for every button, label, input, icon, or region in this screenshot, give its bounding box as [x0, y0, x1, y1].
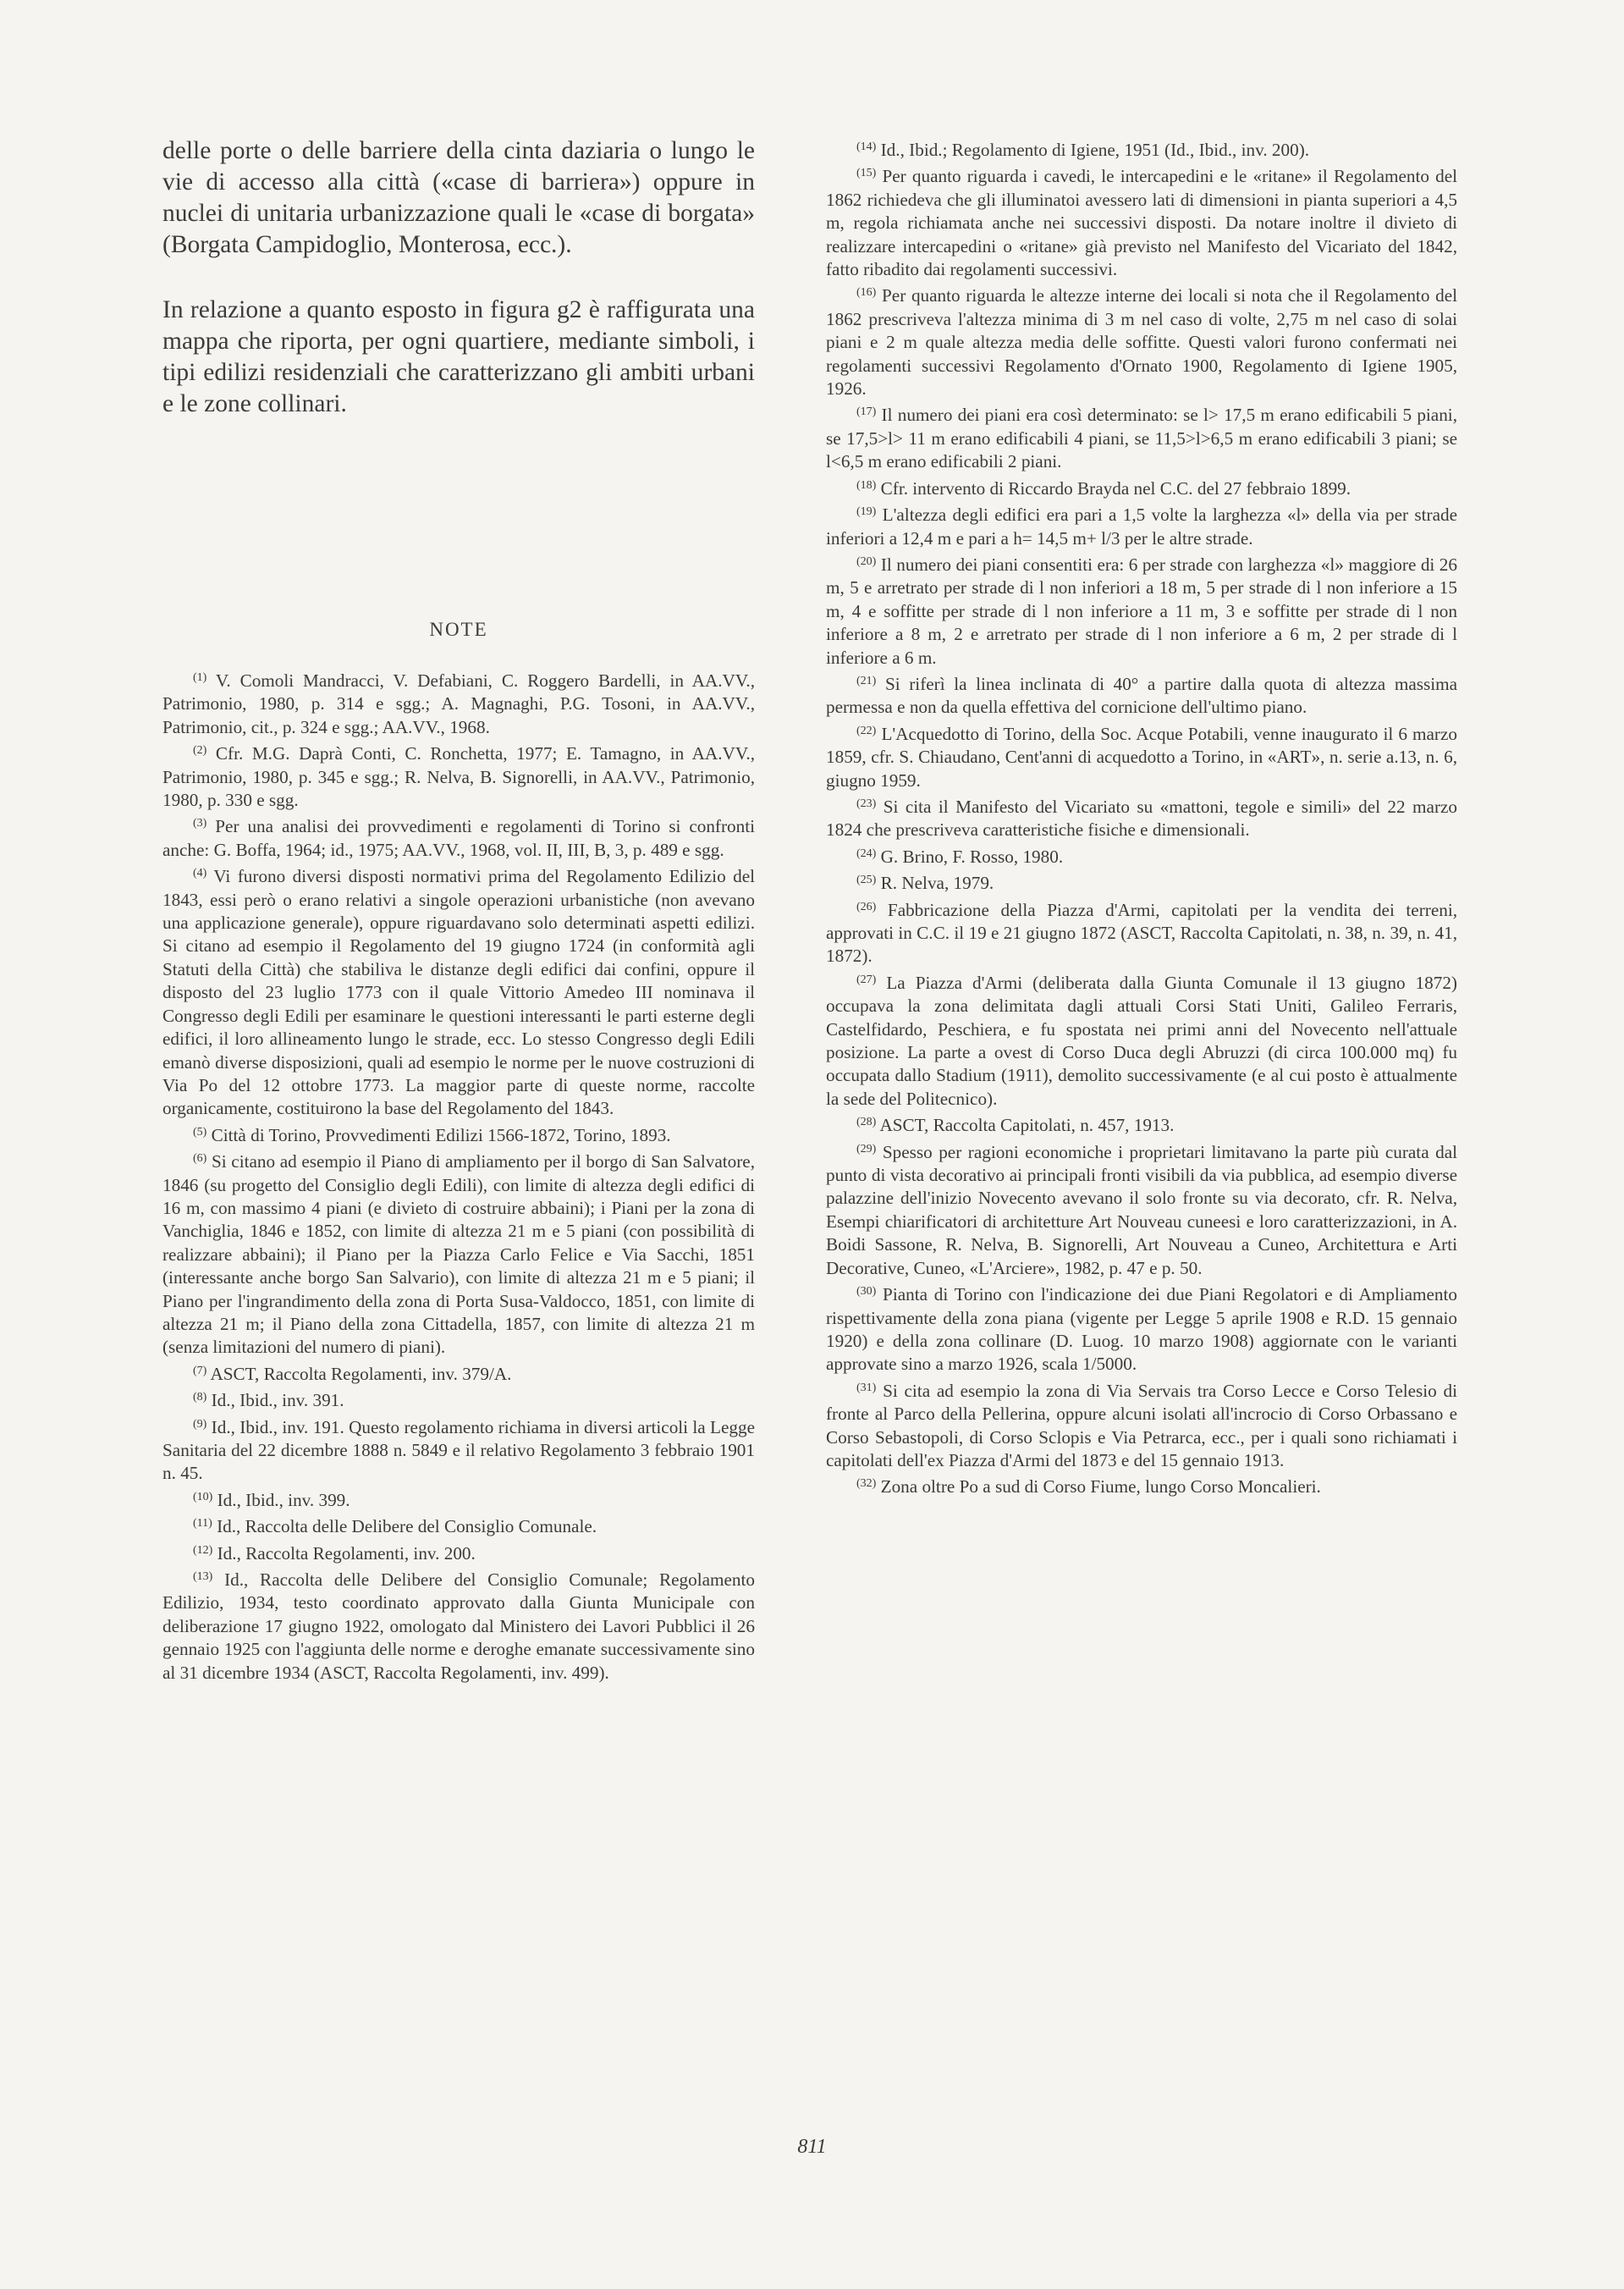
footnote-number: (32) — [856, 1477, 877, 1491]
footnote-number: (8) — [193, 1391, 207, 1404]
footnote — [162, 1565, 755, 1685]
footnote — [826, 162, 1457, 281]
footnote-text: Pianta di Torino con l'indicazione dei due Piani Regolatori e di Ampliamento rispettivamente della zona piana (vigente per Legge 5 aprile 1908 e R.D. 15 gennaio 1920) e della zona collinare (D. Luog. 10 marzo 1908) aggiornate con le varianti approvate sino a marzo 1926, scala 1/5000. — [826, 1284, 1457, 1375]
footnote-text: L'Acquedotto di Torino, della Soc. Acque Potabili, venne inaugurato il 6 marzo 1859, cfr. S. Chiaudano, Cent'anni di acquedotto a Torino, in «ART», n. serie a.13, n. 6, giugno 1959. — [826, 723, 1457, 791]
footnote — [162, 812, 755, 862]
footnote-number: (15) — [856, 167, 877, 180]
footnote — [826, 896, 1457, 968]
footnote-number: (5) — [193, 1125, 207, 1139]
footnote-text: Il numero dei piani era così determinato: se l> 17,5 m erano edificabili 5 piani, se 17,5>l> 11 m erano edificabili 4 piani, se 11,5>l>6,5 m erano edificabili 3 piani; se l<6,5 m erano edificabili 2 piani. — [826, 405, 1457, 472]
footnote — [826, 1376, 1457, 1473]
footnote-text: R. Nelva, 1979. — [876, 873, 994, 894]
footnote-number: (30) — [856, 1285, 877, 1299]
footnote — [162, 1512, 755, 1538]
footnote — [162, 1539, 755, 1565]
footnote-number: (14) — [856, 141, 877, 153]
footnote-number: (12) — [193, 1543, 213, 1557]
footnote-text: ASCT, Raccolta Regolamenti, inv. 379/A. — [206, 1363, 512, 1384]
footnote — [162, 1121, 755, 1147]
footnote-text: Si cita ad esempio la zona di Via Servais tra Corso Lecce e Corso Telesio di fronte al Parco della Pellerina, oppure alcuni isolati all'incrocio di Corso Orbassano e Corso Sebastopoli, di Corso Sclopis e Via Petrarca, ecc., per i quali sono richiamati i capitolati dell'ex Piazza d'Armi del 1873 e del 15 gennaio 1913. — [826, 1380, 1457, 1470]
footnote-number: (22) — [856, 724, 877, 737]
footnote-number: (13) — [193, 1570, 213, 1584]
footnote-text: ASCT, Raccolta Capitolati, n. 457, 1913. — [876, 1115, 1175, 1136]
footnote-text: Si cita il Manifesto del Vicariato su «mattoni, tegole e simili» del 22 marzo 1824 che prescriveva caratteristiche fisiche e dimensionali. — [826, 796, 1457, 841]
footnote — [826, 281, 1457, 400]
footnote-number: (17) — [856, 405, 877, 419]
footnote — [162, 1147, 755, 1360]
footnote-text: Id., Ibid., inv. 391. — [206, 1390, 344, 1411]
footnote — [826, 670, 1457, 720]
footnote-text: Per una analisi dei provvedimenti e regolamenti di Torino si confronti anche: G. Boffa, 1964; id., 1975; AA.VV., 1968, vol. II, III, B, 3, p. 489 e sgg. — [162, 816, 755, 860]
footnote-text: Per quanto riguarda le altezze interne dei locali si nota che il Regolamento del 1862 prescriveva l'altezza minima di 3 m nel caso di volte, 2,75 m nel caso di solai piani e 2 m quale altezza media delle soffitte. Questi valori furono confermati nei regolamenti successivi Regolamento d'Ornato 1900, Regolamento di Igiene 1905, 1926. — [826, 285, 1457, 400]
footnote — [826, 400, 1457, 473]
footnote-number: (10) — [193, 1490, 213, 1503]
footnote — [826, 1280, 1457, 1376]
footnote — [162, 862, 755, 1120]
body-paragraph-2: In relazione a quanto esposto in figura g2 è raffigurata una mappa che riporta, per ogni quartiere, mediante simboli, i tipi edilizi residenziali che caratterizzano gli ambiti urbani e le zone collinari. — [162, 296, 755, 417]
footnote-text: Cfr. M.G. Daprà Conti, C. Ronchetta, 1977; E. Tamagno, in AA.VV., Patrimonio, 1980, p. 345 e sgg.; R. Nelva, B. Signorelli, in AA.VV., Patrimonio, 1980, p. 330 e sgg. — [162, 743, 755, 811]
footnote-number: (18) — [856, 478, 877, 492]
footnote — [826, 842, 1457, 869]
footnote-number: (29) — [856, 1142, 877, 1156]
footnote — [826, 135, 1457, 162]
footnote-number: (1) — [193, 671, 207, 684]
footnote-number: (7) — [193, 1364, 207, 1377]
footnote — [162, 1413, 755, 1486]
footnote-text: Id., Ibid.; Regolamento di Igiene, 1951 (Id., Ibid., inv. 200). — [876, 140, 1310, 160]
footnote — [162, 666, 755, 739]
footnote-text: Cfr. intervento di Riccardo Brayda nel C.C. del 27 febbraio 1899. — [876, 477, 1351, 499]
footnote-number: (26) — [856, 900, 877, 913]
footnote-text: Spesso per ragioni economiche i proprietari limitavano la parte più curata dal punto di vista decorativo ai principali fronti visibili da via pubblica, ad esempio diverse palazzine dell'inizio Novecento avevano il solo fronte su via decorato, cfr. R. Nelva, Esempi chiarificatori di architetture Art Nouveau cuneesi e loro caratterizzazioni, in A. Boidi Sassone, R. Nelva, B. Signorelli, Art Nouveau a Cuneo, Architettura e Arti Decorative, Cuneo, «L'Arciere», 1982, p. 47 e p. 50. — [826, 1141, 1457, 1278]
footnote-text: Fabbricazione della Piazza d'Armi, capitolati per la vendita dei terreni, approvati in C.C. il 19 e 21 giugno 1872 (ASCT, Raccolta Capitolati, n. 38, n. 39, n. 41, 1872). — [826, 899, 1457, 967]
footnote-text: Id., Ibid., inv. 399. — [212, 1489, 350, 1510]
footnote — [826, 968, 1457, 1111]
footnote — [826, 1472, 1457, 1498]
footnote — [162, 1486, 755, 1512]
footnote-text: Vi furono diversi disposti normativi prima del Regolamento Edilizio del 1843, essi però o erano relativi a singole operazioni urbanistiche (non avevano una applicazione generale), oppure riguardavano solo determinati aspetti edilizi. Si citano ad esempio il Regolamento del 19 giugno 1724 (in conformità agli Statuti della Città) che stabiliva le distanze degli edifici dai confini, oppure il disposto del 23 luglio 1773 con il quale Vittorio Amedeo III nominava il Congresso degli Edili per esaminare le questioni interessanti le parti esterne degli edifici, il loro allineamento lungo le strade, ecc. Lo stesso Congresso degli Edili emanò diverse disposizioni, quali ad esempio le norme per le nuove costruzioni di Via Po del 12 ottobre 1773. La maggior parte di queste norme, raccolte organicamente, costituirono la base del Regolamento del 1843. — [162, 866, 755, 1119]
footnote — [826, 1138, 1457, 1280]
footnote-number: (3) — [193, 817, 207, 830]
footnote — [826, 474, 1457, 500]
footnote-text: Per quanto riguarda i cavedi, le intercapedini e le «ritane» il Regolamento del 1862 richiedeva che gli illuminatoi avessero lati di dimensioni in pianta superiori a 4,5 m, regola richiamata anche nei successivi disposti. Da notare inoltre il divieto di realizzare intercapedini o «ritane» già previsto nel Manifesto del Vicariato del 1842, fatto ribadito dai regolamenti successivi. — [826, 166, 1457, 280]
footnote-number: (27) — [856, 973, 877, 986]
footnote-number: (19) — [856, 505, 877, 519]
footnote-number: (31) — [856, 1381, 877, 1394]
footnote-number: (25) — [856, 874, 877, 887]
footnote-text: G. Brino, F. Rosso, 1980. — [876, 846, 1064, 867]
footnote-number: (9) — [193, 1417, 207, 1431]
footnote-text: Id., Raccolta delle Delibere del Consiglio Comunale. — [212, 1516, 597, 1537]
footnote-text: Città di Torino, Provvedimenti Edilizi 1566-1872, Torino, 1893. — [206, 1124, 671, 1145]
footnote-number: (24) — [856, 847, 877, 860]
footnote — [826, 1111, 1457, 1137]
footnote-text: Si citano ad esempio il Piano di ampliamento per il borgo di San Salvatore, 1846 (su progetto del Consiglio degli Edili), con limite di altezza degli edifici di 16 m, con massimo 4 piani (e divieto di costruire abbaini); i Piani per la zona di Vanchiglia, 1846 e 1852, con limite di altezza 21 m e 5 piani (con possibilità di realizzare abbaini); il Piano per la Piazza Carlo Felice e Via Sacchi, 1851 (interessante anche borgo San Salvario), con limite di altezza 21 m e 5 piani; il Piano per l'ingrandimento della zona di Porta Susa-Valdocco, 1851, con limite di altezza 21 m; il Piano della zona Cittadella, 1857, con limite di altezza 21 m (senza limitazioni del numero di piani). — [162, 1151, 755, 1358]
footnote-text: L'altezza degli edifici era pari a 1,5 volte la larghezza «l» della via per strade inferiori a 12,4 m e pari a h= 14,5 m+ l/3 per le altre strade. — [826, 505, 1457, 549]
footnote-number: (16) — [856, 286, 877, 300]
footnote-text: La Piazza d'Armi (deliberata dalla Giunta Comunale il 13 giugno 1872) occupava la zona delimitata dagli attuali Corsi Stati Uniti, Galileo Ferraris, Castelfidardo, Peschiera, e fu spostata nei primi anni del Novecento nell'attuale posizione. La parte a ovest di Corso Duca degli Abruzzi (di circa 100.000 mq) fu occupata dallo Stadium (1911), demolito successivamente (e al cui posto è attualmente la sede del Politecnico). — [826, 972, 1457, 1109]
footnote-number: (4) — [193, 867, 207, 880]
footnote-number: (2) — [193, 744, 207, 758]
body-paragraph-1: delle porte o delle barriere della cinta daziaria o lungo le vie di accesso alla città («case di barriera») oppure in nuclei di unitaria urbanizzazione quali le «case di borgata» (Borgata Campidoglio, Monterosa, ecc.). — [162, 137, 755, 258]
right-column — [826, 135, 1457, 1499]
footnote — [826, 720, 1457, 792]
footnote-text: Id., Raccolta Regolamenti, inv. 200. — [212, 1542, 476, 1564]
left-column — [162, 135, 755, 1685]
footnote — [826, 550, 1457, 670]
footnote-number: (20) — [856, 554, 877, 568]
footnote — [826, 792, 1457, 842]
footnote-text: Id., Ibid., inv. 191. Questo regolamento richiama in diversi articoli la Legge Sanitaria del 22 dicembre 1888 n. 5849 e il relativo Regolamento 3 febbraio 1901 n. 45. — [162, 1416, 755, 1484]
footnote-text: Il numero dei piani consentiti era: 6 per strade con larghezza «l» maggiore di 26 m, 5 e arretrato per strade di l non inferiori a 18 m, 5 per strade di l non inferiore a 15 m, 4 e soffitte per strade di l non inferiore a 11 m, 3 e soffitte per strade di l non inferiore a 8 m, 2 e arretrato per strade di l non inferiore a 6 m, 2 per strade di l inferiore a 6 m. — [826, 554, 1457, 668]
footnote — [162, 1360, 755, 1386]
footnote-text: Id., Raccolta delle Delibere del Consiglio Comunale; Regolamento Edilizio, 1934, testo coordinato approvato dalla Giunta Municipale con deliberazione 17 giugno 1922, omologato dal Ministero dei Lavori Pubblici il 26 gennaio 1925 con l'aggiunta delle norme e deroghe emanate successivamente sino al 31 dicembre 1934 (ASCT, Raccolta Regolamenti, inv. 499). — [162, 1569, 755, 1683]
notes-heading: NOTE — [429, 619, 488, 640]
page-number: 811 — [797, 2136, 827, 2158]
footnote-number: (28) — [856, 1116, 877, 1129]
footnote-text: Zona oltre Po a sud di Corso Fiume, lungo Corso Moncalieri. — [876, 1476, 1321, 1498]
footnote-number: (21) — [856, 674, 877, 687]
footnote-number: (6) — [193, 1152, 207, 1166]
footnote — [162, 739, 755, 812]
footnote-text: Si riferì la linea inclinata di 40° a partire dalla quota di altezza massima permessa e non da quella effettiva del cornicione dell'ultimo piano. — [826, 673, 1457, 718]
footnote-number: (23) — [856, 797, 877, 810]
right-notes-list — [826, 135, 1457, 1499]
left-notes-list — [162, 666, 755, 1685]
footnote — [162, 1386, 755, 1412]
footnote — [826, 500, 1457, 550]
footnote-text: V. Comoli Mandracci, V. Defabiani, C. Roggero Bardelli, in AA.VV., Patrimonio, 1980, p. 314 e sgg.; A. Magnaghi, P.G. Tosoni, in AA.VV., Patrimonio, cit., p. 324 e sgg.; AA.VV., 1968. — [162, 670, 755, 737]
footnote — [826, 869, 1457, 895]
footnote-number: (11) — [193, 1517, 212, 1531]
